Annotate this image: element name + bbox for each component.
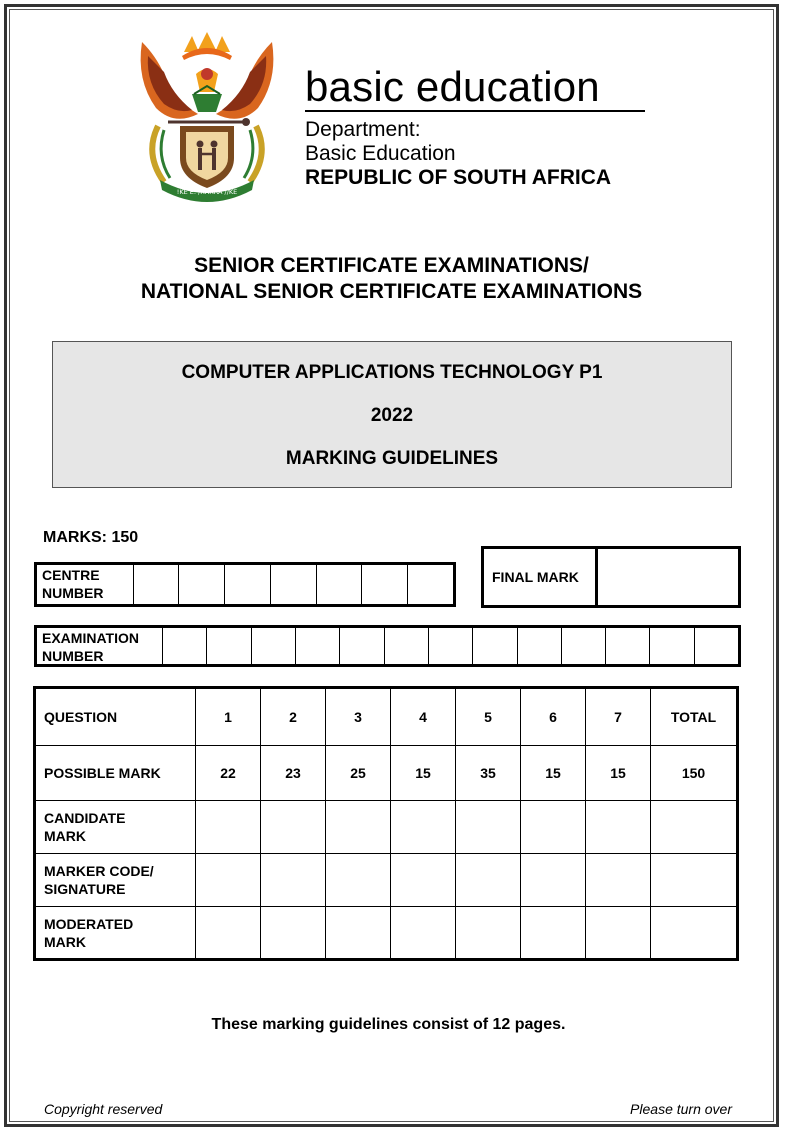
examination-number-cell[interactable]: [561, 628, 605, 664]
brand-title: basic education: [305, 63, 600, 110]
examination-number-cell[interactable]: [694, 628, 738, 664]
possible-mark-total: 150: [651, 746, 738, 801]
centre-number-box: [34, 562, 456, 607]
table-row: [35, 854, 738, 907]
marker-code-cell[interactable]: [391, 854, 456, 907]
candidate-mark-cell[interactable]: [261, 801, 326, 854]
centre-number-cell[interactable]: [178, 565, 224, 604]
examination-number-cell[interactable]: [339, 628, 383, 664]
possible-mark: 15: [586, 746, 651, 801]
marker-code-cell[interactable]: [196, 854, 261, 907]
moderated-mark-cell[interactable]: [326, 907, 391, 960]
moderated-mark-cell[interactable]: [456, 907, 521, 960]
examination-number-cell[interactable]: [517, 628, 561, 664]
footer-turn-over: Please turn over: [630, 1101, 732, 1117]
moderated-mark-cell[interactable]: [196, 907, 261, 960]
examination-number-cell[interactable]: [251, 628, 295, 664]
candidate-mark-cell[interactable]: [196, 801, 261, 854]
brand-country: REPUBLIC OF SOUTH AFRICA: [305, 166, 612, 189]
candidate-mark-total-cell[interactable]: [651, 801, 738, 854]
centre-number-cell[interactable]: [270, 565, 316, 604]
candidate-mark-cell[interactable]: [391, 801, 456, 854]
total-header: TOTAL: [651, 688, 738, 746]
pages-note: These marking guidelines consist of 12 pages.: [211, 1016, 566, 1033]
title-box: [52, 341, 732, 488]
possible-mark: 15: [521, 746, 586, 801]
centre-number-label: CENTRE NUMBER: [42, 567, 104, 601]
moderated-mark-cell[interactable]: [521, 907, 586, 960]
row-label-candidate-mark: CANDIDATE MARK: [35, 801, 196, 854]
row-label-possible-mark: POSSIBLE MARK: [35, 746, 196, 801]
marker-code-total-cell[interactable]: [651, 854, 738, 907]
candidate-mark-cell[interactable]: [586, 801, 651, 854]
exam-heading-line2: NATIONAL SENIOR CERTIFICATE EXAMINATIONS: [140, 280, 643, 303]
crest-motto: !KE E: /XARRA //KE: [176, 188, 238, 196]
examination-number-cell[interactable]: [206, 628, 250, 664]
subject-title: COMPUTER APPLICATIONS TECHNOLOGY P1: [181, 362, 603, 383]
moderated-mark-cell[interactable]: [391, 907, 456, 960]
coat-of-arms-logo: [134, 30, 280, 202]
possible-mark: 22: [196, 746, 261, 801]
marker-code-cell[interactable]: [326, 854, 391, 907]
marker-code-cell[interactable]: [521, 854, 586, 907]
centre-number-cell[interactable]: [133, 565, 179, 604]
marker-code-cell[interactable]: [261, 854, 326, 907]
candidate-mark-cell[interactable]: [521, 801, 586, 854]
footer-copyright: Copyright reserved: [44, 1101, 163, 1117]
brand-department-name: Basic Education: [305, 142, 456, 165]
document-type: MARKING GUIDELINES: [285, 448, 499, 469]
question-number: 3: [326, 688, 391, 746]
candidate-mark-cell[interactable]: [326, 801, 391, 854]
possible-mark: 35: [456, 746, 521, 801]
brand-department-label: Department:: [305, 118, 421, 141]
question-number: 4: [391, 688, 456, 746]
final-mark-box: [481, 546, 741, 608]
examination-number-cell[interactable]: [295, 628, 339, 664]
centre-number-cell[interactable]: [224, 565, 270, 604]
moderated-mark-cell[interactable]: [261, 907, 326, 960]
centre-number-cell[interactable]: [407, 565, 453, 604]
marker-code-cell[interactable]: [456, 854, 521, 907]
possible-mark: 25: [326, 746, 391, 801]
examination-number-cell[interactable]: [428, 628, 472, 664]
examination-number-cell[interactable]: [472, 628, 516, 664]
row-label-marker-code: MARKER CODE/ SIGNATURE: [35, 854, 196, 907]
marker-code-cell[interactable]: [586, 854, 651, 907]
examination-number-cell[interactable]: [649, 628, 693, 664]
row-label-moderated-mark: MODERATED MARK: [35, 907, 196, 960]
final-mark-label: FINAL MARK: [484, 549, 598, 605]
question-number: 7: [586, 688, 651, 746]
examination-number-label: EXAMINATION NUMBER: [42, 630, 139, 664]
total-marks-label: MARKS: 150: [43, 529, 139, 546]
examination-number-cell[interactable]: [162, 628, 206, 664]
question-number: 6: [521, 688, 586, 746]
examination-number-cell[interactable]: [605, 628, 649, 664]
examination-number-cell[interactable]: [384, 628, 428, 664]
candidate-mark-cell[interactable]: [456, 801, 521, 854]
final-mark-field[interactable]: [598, 549, 738, 605]
brand-divider: [305, 110, 645, 112]
centre-number-cell[interactable]: [361, 565, 407, 604]
question-number: 2: [261, 688, 326, 746]
moderated-mark-cell[interactable]: [586, 907, 651, 960]
centre-number-cell[interactable]: [316, 565, 362, 604]
moderated-mark-total-cell[interactable]: [651, 907, 738, 960]
table-row: [35, 907, 738, 960]
exam-heading-line1: SENIOR CERTIFICATE EXAMINATIONS/: [194, 254, 589, 277]
table-row: [35, 801, 738, 854]
examination-number-box: [34, 625, 741, 667]
table-row: [35, 688, 738, 746]
question-number: 1: [196, 688, 261, 746]
table-row: [35, 746, 738, 801]
possible-mark: 15: [391, 746, 456, 801]
question-number: 5: [456, 688, 521, 746]
marks-table: [33, 686, 739, 961]
exam-year: 2022: [370, 405, 414, 426]
row-label-question: QUESTION: [35, 688, 196, 746]
possible-mark: 23: [261, 746, 326, 801]
